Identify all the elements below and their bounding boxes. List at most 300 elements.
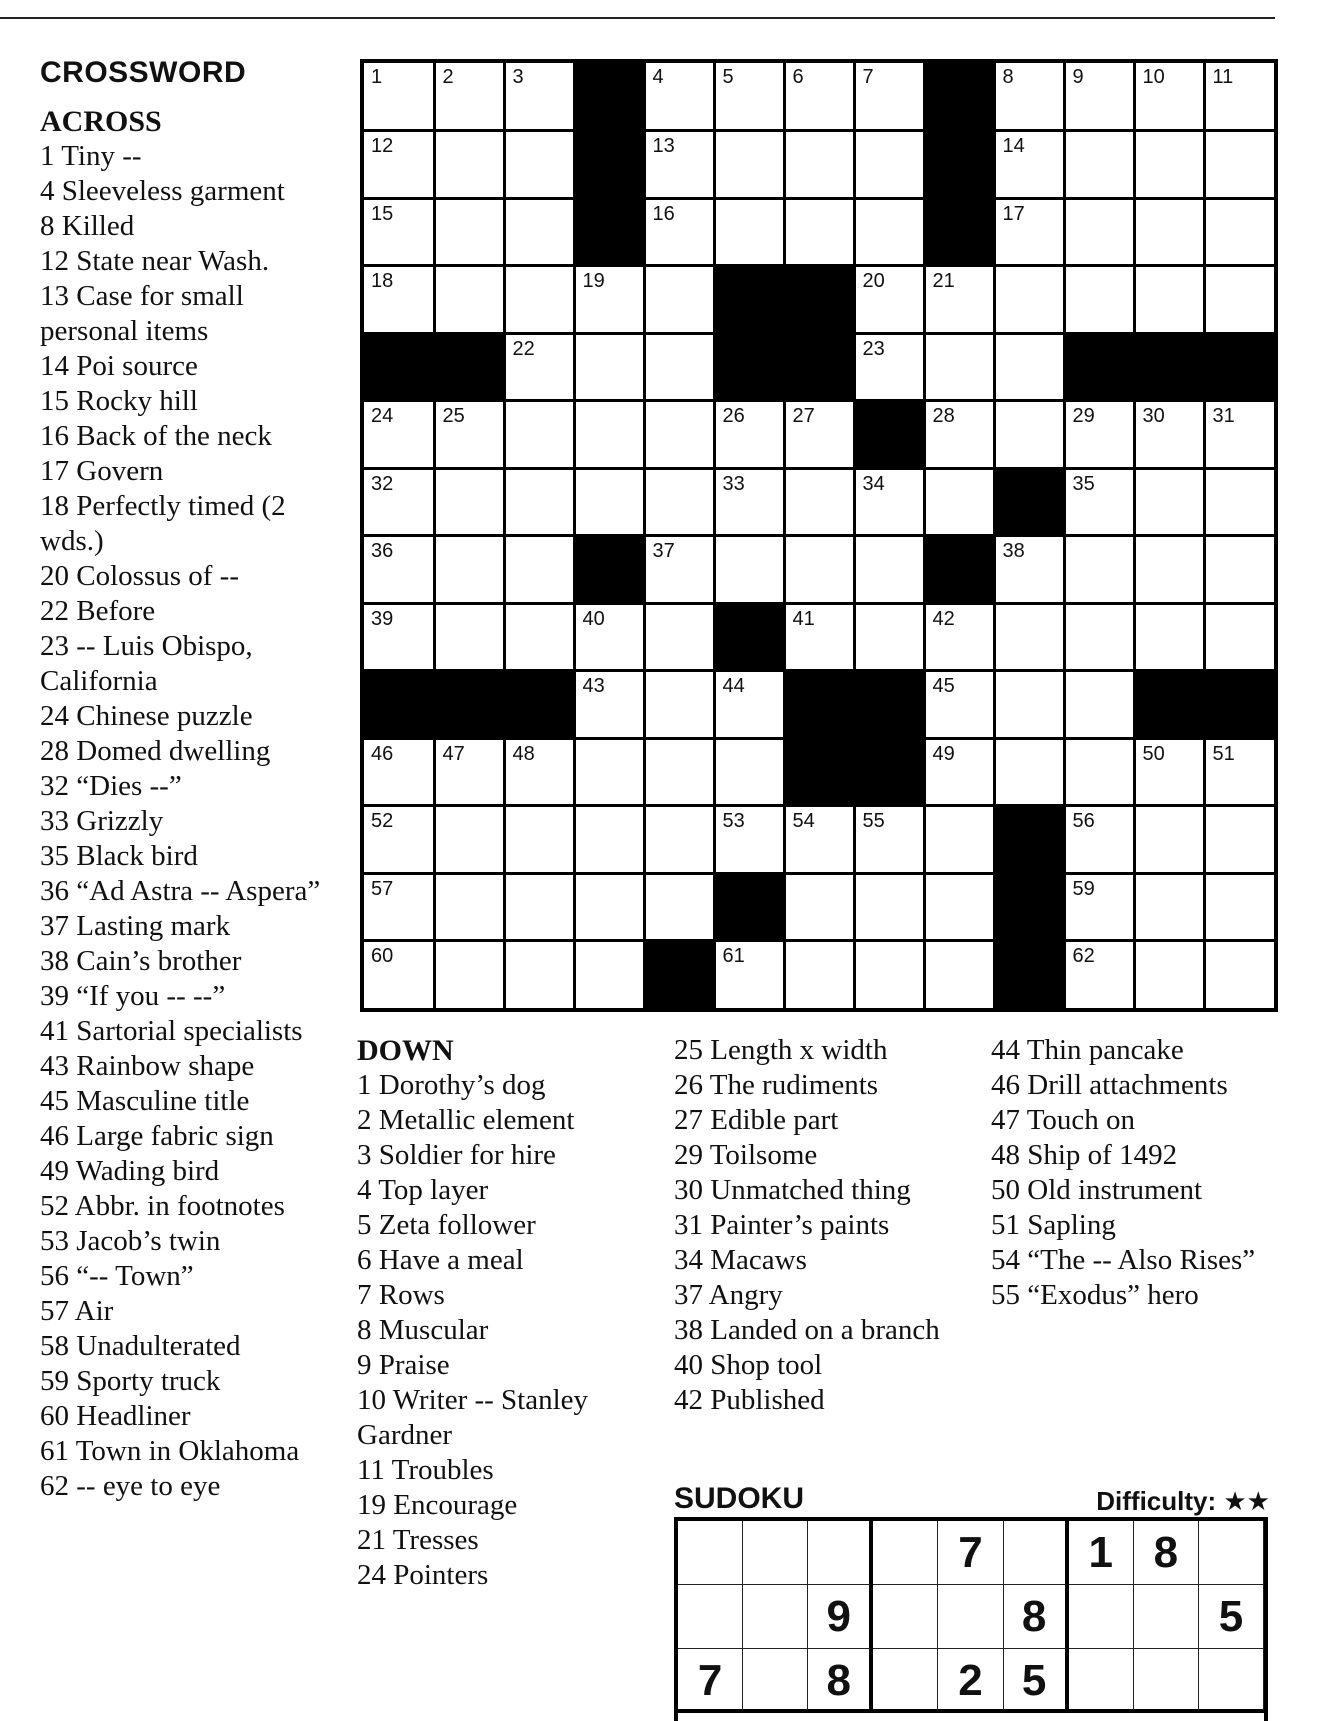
- cell-number: 23: [862, 337, 885, 360]
- crossword-cell[interactable]: [1136, 267, 1203, 332]
- crossword-cell[interactable]: [1066, 942, 1133, 1008]
- crossword-cell[interactable]: [1206, 605, 1275, 670]
- sudoku-cell[interactable]: 8: [808, 1649, 873, 1713]
- cell-number: 28: [932, 405, 955, 427]
- crossword-cell[interactable]: [996, 402, 1063, 467]
- cell-number: 54: [792, 810, 815, 832]
- cell-number: 27: [792, 405, 815, 427]
- crossword-cell[interactable]: [1136, 875, 1203, 940]
- crossword-cell[interactable]: [996, 537, 1063, 602]
- cell-number: 30: [1142, 405, 1165, 427]
- sudoku-cell[interactable]: [873, 1649, 938, 1713]
- crossword-cell[interactable]: [1066, 267, 1133, 332]
- down-clue: 1 Dorothy’s dog: [357, 1069, 546, 1101]
- cell-number: 22: [512, 337, 535, 360]
- across-clue: 52 Abbr. in footnotes: [40, 1190, 285, 1222]
- down-clue: 51 Sapling: [991, 1209, 1116, 1241]
- across-clue: 62 -- eye to eye: [40, 1470, 221, 1502]
- cell-number: 61: [722, 945, 745, 967]
- sudoku-title: SUDOKU: [674, 1482, 805, 1515]
- across-clue: 58 Unadulterated: [40, 1330, 241, 1362]
- cell-number: 31: [1212, 405, 1235, 427]
- crossword-cell[interactable]: [716, 132, 783, 197]
- crossword-cell[interactable]: [1066, 740, 1133, 805]
- crossword-cell[interactable]: [576, 672, 643, 737]
- crossword-cell[interactable]: [856, 132, 923, 197]
- crossword-cell[interactable]: [364, 267, 433, 332]
- sudoku-cell[interactable]: [678, 1521, 743, 1585]
- down-clue: 3 Soldier for hire: [357, 1139, 556, 1171]
- across-clue: 18 Perfectly timed (2 wds.): [40, 490, 286, 557]
- across-clue: 32 “Dies --”: [40, 770, 182, 802]
- crossword-cell[interactable]: [716, 807, 783, 872]
- down-clue: 34 Macaws: [674, 1244, 807, 1276]
- crossword-cell[interactable]: [506, 470, 573, 535]
- cell-number: 60: [371, 945, 394, 967]
- crossword-cell[interactable]: [1136, 132, 1203, 197]
- crossword-cell[interactable]: [716, 672, 783, 737]
- across-clue: 57 Air: [40, 1295, 114, 1327]
- down-clue: 10 Writer -- Stanley Gardner: [357, 1384, 589, 1451]
- cell-number: 20: [862, 270, 885, 292]
- down-clue: 46 Drill attachments: [991, 1069, 1228, 1101]
- crossword-cell[interactable]: [506, 132, 573, 197]
- crossword-grid: [360, 59, 1278, 1012]
- sudoku-cell[interactable]: 7: [938, 1521, 1003, 1585]
- crossword-cell[interactable]: [786, 200, 853, 265]
- crossword-cell[interactable]: [576, 605, 643, 670]
- sudoku-cell[interactable]: [1069, 1585, 1134, 1649]
- crossword-cell[interactable]: [576, 335, 643, 400]
- crossword-cell[interactable]: [996, 267, 1063, 332]
- down-clue: 24 Pointers: [357, 1559, 489, 1591]
- crossword-cell[interactable]: [716, 470, 783, 535]
- crossword-cell[interactable]: [646, 470, 713, 535]
- down-clue: 50 Old instrument: [991, 1174, 1203, 1206]
- sudoku-cell[interactable]: 9: [808, 1585, 873, 1649]
- cell-number: 38: [1002, 540, 1025, 562]
- crossword-cell[interactable]: [926, 807, 993, 872]
- crossword-cell[interactable]: [926, 267, 993, 332]
- down-clues-column-1: [357, 1033, 647, 1593]
- crossword-cell[interactable]: [1206, 200, 1275, 265]
- crossword-cell[interactable]: [716, 402, 783, 467]
- across-clue: 37 Lasting mark: [40, 910, 231, 942]
- crossword-cell[interactable]: [1066, 402, 1133, 467]
- sudoku-cell[interactable]: [938, 1585, 1003, 1649]
- crossword-cell[interactable]: [1136, 807, 1203, 872]
- page-title: CROSSWORD: [40, 56, 247, 89]
- crossword-cell[interactable]: [1206, 740, 1275, 805]
- down-clues-column-3: [991, 1033, 1281, 1313]
- crossword-cell[interactable]: [1066, 63, 1133, 129]
- across-clue-list: [40, 139, 340, 1504]
- sudoku-cell[interactable]: 1: [1069, 1521, 1134, 1585]
- crossword-cell[interactable]: [364, 537, 433, 602]
- crossword-cell[interactable]: [364, 402, 433, 467]
- sudoku-cell[interactable]: 5: [1199, 1585, 1264, 1649]
- crossword-cell[interactable]: [856, 807, 923, 872]
- across-clue: 45 Masculine title: [40, 1085, 250, 1117]
- down-clue: 6 Have a meal: [357, 1244, 524, 1276]
- crossword-cell[interactable]: [1206, 132, 1275, 197]
- crossword-cell[interactable]: [1206, 942, 1275, 1008]
- difficulty-label: Difficulty: [1096, 1486, 1208, 1516]
- cell-number: 37: [652, 540, 675, 562]
- cell-number: 3: [512, 66, 524, 88]
- across-clue: 16 Back of the neck: [40, 420, 272, 452]
- down-heading: DOWN: [357, 1034, 454, 1067]
- crossword-cell[interactable]: [716, 537, 783, 602]
- crossword-cell[interactable]: [996, 132, 1063, 197]
- down-clue: 7 Rows: [357, 1279, 445, 1311]
- crossword-cell[interactable]: [996, 740, 1063, 805]
- sudoku-cell[interactable]: 5: [1004, 1649, 1069, 1713]
- crossword-cell[interactable]: [364, 740, 433, 805]
- across-clue: 13 Case for small personal items: [40, 280, 244, 347]
- sudoku-cell[interactable]: [1069, 1649, 1134, 1713]
- sudoku-cell[interactable]: [1134, 1585, 1199, 1649]
- crossword-cell[interactable]: [716, 942, 783, 1008]
- crossword-cell[interactable]: [506, 807, 573, 872]
- cell-number: 21: [932, 270, 955, 292]
- crossword-cell[interactable]: [786, 132, 853, 197]
- cell-number: 13: [652, 135, 675, 157]
- crossword-cell[interactable]: [364, 807, 433, 872]
- difficulty-stars: ★★: [1223, 1486, 1270, 1516]
- crossword-cell[interactable]: [1206, 63, 1275, 129]
- across-clue: 41 Sartorial specialists: [40, 1015, 303, 1047]
- across-clue: 8 Killed: [40, 210, 135, 242]
- down-clue: 27 Edible part: [674, 1104, 839, 1136]
- crossword-cell[interactable]: [506, 740, 573, 805]
- cell-number: 19: [582, 270, 605, 292]
- crossword-cell[interactable]: [646, 740, 713, 805]
- crossword-cell[interactable]: [856, 875, 923, 940]
- down-clue: 44 Thin pancake: [991, 1034, 1184, 1066]
- crossword-cell[interactable]: [436, 942, 503, 1008]
- crossword-cell[interactable]: [364, 470, 433, 535]
- crossword-cell[interactable]: [364, 200, 433, 265]
- crossword-cell[interactable]: [786, 875, 853, 940]
- cell-number: 17: [1002, 202, 1025, 225]
- crossword-cell[interactable]: [996, 63, 1063, 129]
- cell-number: 57: [371, 877, 394, 900]
- crossword-cell[interactable]: [716, 200, 783, 265]
- sudoku-cell[interactable]: 2: [938, 1649, 1003, 1713]
- crossword-cell[interactable]: [856, 63, 923, 129]
- down-clues-column-2: [674, 1033, 974, 1418]
- down-clue: 37 Angry: [674, 1279, 783, 1311]
- sudoku-cell[interactable]: [1199, 1649, 1264, 1713]
- crossword-cell[interactable]: [576, 942, 643, 1008]
- cell-number: 47: [442, 742, 465, 765]
- crossword-cell[interactable]: [856, 470, 923, 535]
- sudoku-cell[interactable]: [1004, 1521, 1069, 1585]
- across-clue: 61 Town in Oklahoma: [40, 1435, 300, 1467]
- cell-number: 50: [1142, 742, 1165, 765]
- crossword-cell[interactable]: [1206, 875, 1275, 940]
- crossword-cell[interactable]: [506, 63, 573, 129]
- crossword-cell[interactable]: [646, 537, 713, 602]
- cell-number: 14: [1002, 135, 1025, 157]
- cell-number: 7: [862, 66, 874, 88]
- crossword-cell[interactable]: [786, 470, 853, 535]
- crossword-cell[interactable]: [856, 605, 923, 670]
- crossword-cell[interactable]: [1206, 267, 1275, 332]
- cell-number: 24: [371, 405, 394, 427]
- crossword-cell[interactable]: [436, 740, 503, 805]
- crossword-cell[interactable]: [646, 335, 713, 400]
- crossword-cell[interactable]: [716, 63, 783, 129]
- cell-number: 40: [582, 607, 605, 630]
- crossword-cell[interactable]: [926, 335, 993, 400]
- cell-number: 18: [371, 270, 394, 292]
- crossword-cell[interactable]: [1136, 63, 1203, 129]
- across-heading: ACROSS: [40, 105, 162, 138]
- down-clue: 5 Zeta follower: [357, 1209, 536, 1241]
- crossword-cell[interactable]: [786, 63, 853, 129]
- cell-number: 15: [371, 202, 394, 225]
- down-clue: 8 Muscular: [357, 1314, 489, 1346]
- crossword-cell[interactable]: [1136, 942, 1203, 1008]
- crossword-cell[interactable]: [786, 942, 853, 1008]
- crossword-cell[interactable]: [1136, 470, 1203, 535]
- sudoku-cell[interactable]: [743, 1649, 808, 1713]
- crossword-cell[interactable]: [646, 132, 713, 197]
- crossword-cell[interactable]: [646, 807, 713, 872]
- crossword-cell[interactable]: [646, 200, 713, 265]
- cell-number: 45: [932, 675, 955, 697]
- cell-number: 49: [932, 742, 955, 765]
- across-clue: 38 Cain’s brother: [40, 945, 242, 977]
- crossword-cell[interactable]: [646, 605, 713, 670]
- cell-number: 53: [722, 810, 745, 832]
- crossword-cell[interactable]: [786, 807, 853, 872]
- crossword-cell[interactable]: [716, 740, 783, 805]
- cell-number: 29: [1072, 405, 1095, 427]
- crossword-cell[interactable]: [1066, 605, 1133, 670]
- sudoku-cell[interactable]: [1199, 1521, 1264, 1585]
- crossword-cell[interactable]: [1136, 402, 1203, 467]
- down-clue: 26 The rudiments: [674, 1069, 879, 1101]
- sudoku-cell[interactable]: [808, 1521, 873, 1585]
- crossword-cell[interactable]: [576, 402, 643, 467]
- crossword-cell[interactable]: [1206, 470, 1275, 535]
- crossword-cell[interactable]: [926, 740, 993, 805]
- across-clue: 28 Domed dwelling: [40, 735, 271, 767]
- crossword-cell[interactable]: [1066, 200, 1133, 265]
- sudoku-cell[interactable]: [743, 1585, 808, 1649]
- across-clue: 20 Colossus of --: [40, 560, 239, 592]
- cell-number: 42: [932, 607, 955, 630]
- sudoku-cell[interactable]: 8: [1004, 1585, 1069, 1649]
- cell-number: 59: [1072, 877, 1095, 900]
- cell-number: 12: [371, 135, 394, 157]
- cell-number: 9: [1072, 66, 1084, 88]
- crossword-cell[interactable]: [576, 470, 643, 535]
- across-clue: 56 “-- Town”: [40, 1260, 194, 1292]
- crossword-cell[interactable]: [506, 605, 573, 670]
- across-clue: 1 Tiny --: [40, 140, 142, 172]
- down-clue: 19 Encourage: [357, 1489, 518, 1521]
- crossword-cell[interactable]: [1066, 807, 1133, 872]
- crossword-cell[interactable]: [856, 942, 923, 1008]
- crossword-cell[interactable]: [436, 875, 503, 940]
- across-clue: 35 Black bird: [40, 840, 198, 872]
- crossword-cell[interactable]: [506, 537, 573, 602]
- down-clue: 47 Touch on: [991, 1104, 1136, 1136]
- crossword-cell[interactable]: [506, 267, 573, 332]
- cell-number: 55: [862, 810, 885, 832]
- crossword-cell[interactable]: [856, 335, 923, 400]
- down-clue: 54 “The -- Also Rises”: [991, 1244, 1256, 1276]
- crossword-cell[interactable]: [926, 402, 993, 467]
- cell-number: 46: [371, 742, 394, 765]
- crossword-cell[interactable]: [646, 63, 713, 129]
- cell-number: 41: [792, 607, 815, 630]
- crossword-cell[interactable]: [856, 267, 923, 332]
- sudoku-cell[interactable]: [873, 1585, 938, 1649]
- crossword-cell[interactable]: [436, 267, 503, 332]
- crossword-cell[interactable]: [926, 875, 993, 940]
- crossword-cell[interactable]: [1206, 537, 1275, 602]
- crossword-cell[interactable]: [576, 267, 643, 332]
- crossword-cell[interactable]: [996, 335, 1063, 400]
- crossword-cell[interactable]: [1136, 605, 1203, 670]
- cell-number: 52: [371, 810, 394, 832]
- crossword-cell[interactable]: [1136, 537, 1203, 602]
- sudoku-cell[interactable]: 8: [1134, 1521, 1199, 1585]
- crossword-cell[interactable]: [436, 605, 503, 670]
- crossword-cell[interactable]: [436, 402, 503, 467]
- crossword-cell[interactable]: [436, 132, 503, 197]
- cell-number: 16: [652, 202, 675, 225]
- crossword-cell[interactable]: [436, 63, 503, 129]
- crossword-cell[interactable]: [996, 672, 1063, 737]
- cell-number: 25: [442, 405, 465, 427]
- cell-number: 35: [1072, 472, 1095, 495]
- cell-number: 36: [371, 540, 394, 562]
- across-clue: 17 Govern: [40, 455, 164, 487]
- crossword-cell[interactable]: [1136, 740, 1203, 805]
- sudoku-cell[interactable]: [743, 1521, 808, 1585]
- sudoku-cell[interactable]: 7: [678, 1649, 743, 1713]
- cell-number: 44: [722, 675, 745, 697]
- crossword-cell[interactable]: [786, 537, 853, 602]
- crossword-cell[interactable]: [506, 200, 573, 265]
- crossword-cell[interactable]: [1136, 200, 1203, 265]
- cell-number: 4: [652, 66, 664, 88]
- cell-number: 11: [1212, 66, 1234, 88]
- crossword-cell[interactable]: [364, 132, 433, 197]
- cell-number: 39: [371, 607, 394, 630]
- crossword-cell[interactable]: [506, 335, 573, 400]
- crossword-cell[interactable]: [436, 807, 503, 872]
- down-clue: 40 Shop tool: [674, 1349, 823, 1381]
- crossword-cell[interactable]: [576, 740, 643, 805]
- across-clue: 24 Chinese puzzle: [40, 700, 253, 732]
- crossword-cell[interactable]: [856, 200, 923, 265]
- across-clues: [40, 104, 340, 1504]
- crossword-cell[interactable]: [506, 875, 573, 940]
- across-clue: 46 Large fabric sign: [40, 1120, 274, 1152]
- crossword-cell[interactable]: [1066, 672, 1133, 737]
- cell-number: 2: [442, 66, 454, 88]
- crossword-cell[interactable]: [646, 267, 713, 332]
- crossword-cell[interactable]: [1066, 470, 1133, 535]
- crossword-cell[interactable]: [576, 875, 643, 940]
- crossword-cell[interactable]: [1206, 807, 1275, 872]
- crossword-cell[interactable]: [926, 470, 993, 535]
- cell-number: 32: [371, 472, 394, 495]
- crossword-cell[interactable]: [786, 402, 853, 467]
- crossword-cell[interactable]: [506, 402, 573, 467]
- across-clue: 60 Headliner: [40, 1400, 191, 1432]
- crossword-cell[interactable]: [646, 402, 713, 467]
- across-clue: 43 Rainbow shape: [40, 1050, 255, 1082]
- crossword-cell[interactable]: [996, 605, 1063, 670]
- crossword-cell[interactable]: [646, 672, 713, 737]
- crossword-cell[interactable]: [364, 942, 433, 1008]
- down-clue: 48 Ship of 1492: [991, 1139, 1178, 1171]
- crossword-cell[interactable]: [1066, 537, 1133, 602]
- cell-number: 33: [722, 472, 745, 495]
- down-clue: 55 “Exodus” hero: [991, 1279, 1199, 1311]
- across-clue: 53 Jacob’s twin: [40, 1225, 221, 1257]
- crossword-cell[interactable]: [996, 200, 1063, 265]
- down-clue: 29 Toilsome: [674, 1139, 818, 1171]
- crossword-cell[interactable]: [364, 605, 433, 670]
- cell-number: 8: [1002, 66, 1014, 88]
- crossword-cell[interactable]: [364, 875, 433, 940]
- down-clue: 25 Length x width: [674, 1034, 888, 1066]
- crossword-cell[interactable]: [1206, 402, 1275, 467]
- crossword-cell[interactable]: [1066, 132, 1133, 197]
- crossword-cell[interactable]: [856, 537, 923, 602]
- sudoku-cell[interactable]: [678, 1585, 743, 1649]
- crossword-cell[interactable]: [786, 605, 853, 670]
- cell-number: 1: [371, 66, 383, 88]
- crossword-cell[interactable]: [926, 672, 993, 737]
- down-clue: 31 Painter’s paints: [674, 1209, 890, 1241]
- down-clue: 30 Unmatched thing: [674, 1174, 911, 1206]
- down-clue: 9 Praise: [357, 1349, 450, 1381]
- crossword-cell[interactable]: [926, 605, 993, 670]
- crossword-cell[interactable]: [436, 537, 503, 602]
- across-clue: 14 Poi source: [40, 350, 198, 382]
- down-clue: 21 Tresses: [357, 1524, 479, 1556]
- across-clue: 22 Before: [40, 595, 156, 627]
- sudoku-cell[interactable]: [1134, 1649, 1199, 1713]
- crossword-cell[interactable]: [436, 200, 503, 265]
- crossword-cell[interactable]: [926, 942, 993, 1008]
- sudoku-cell[interactable]: [873, 1521, 938, 1585]
- top-rule: [0, 17, 1275, 19]
- crossword-cell[interactable]: [646, 875, 713, 940]
- across-clue: 4 Sleeveless garment: [40, 175, 285, 207]
- cell-number: 5: [722, 66, 734, 88]
- crossword-cell[interactable]: [576, 807, 643, 872]
- crossword-cell[interactable]: [436, 470, 503, 535]
- cell-number: 43: [582, 675, 605, 697]
- crossword-cell[interactable]: [364, 63, 433, 129]
- down-clue: 4 Top layer: [357, 1174, 489, 1206]
- cell-number: 26: [722, 405, 745, 427]
- crossword-cell[interactable]: [1066, 875, 1133, 940]
- crossword-cell[interactable]: [506, 942, 573, 1008]
- across-clue: 39 “If you -- --”: [40, 980, 226, 1012]
